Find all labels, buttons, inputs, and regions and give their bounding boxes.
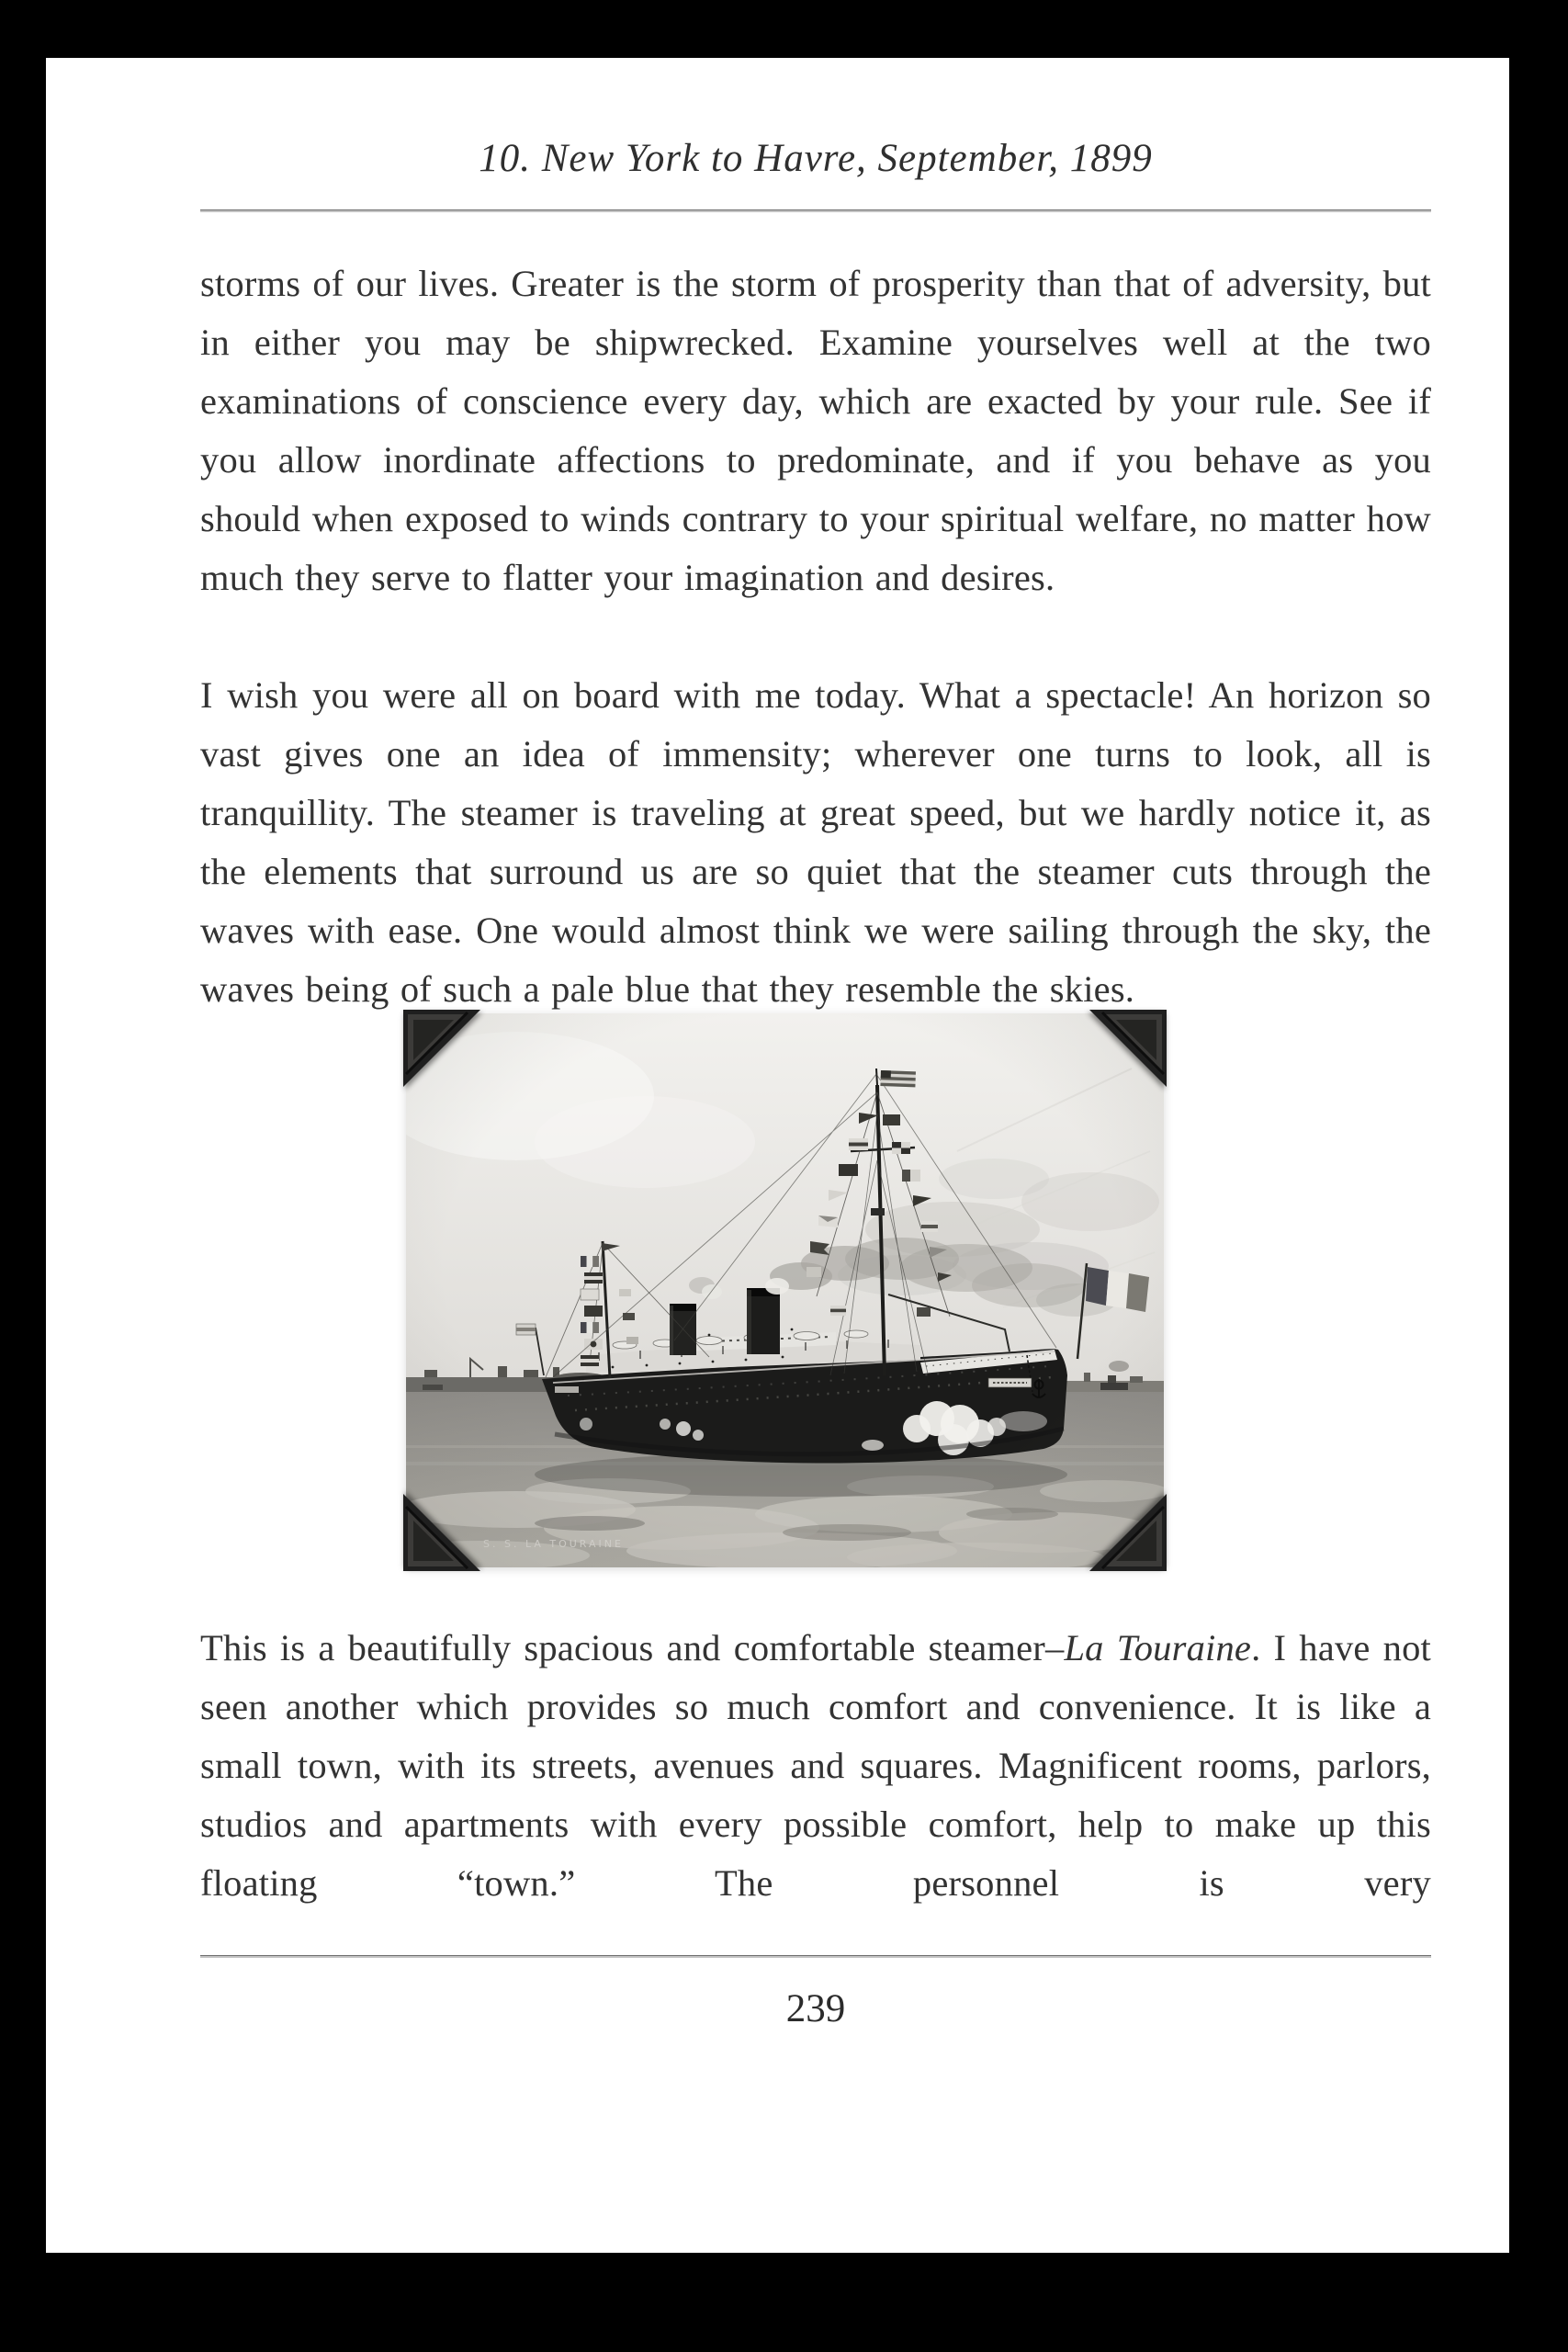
photo-mount-corner-icon [1089, 1010, 1167, 1087]
photo-vignette [406, 1013, 1164, 1567]
footer-rule [200, 1955, 1431, 1958]
text-column [46, 133, 1509, 2035]
header-rule [200, 209, 1431, 212]
body-paragraph: storms of our lives. Greater is the storm of prosperity than that of adversity, but in either you may be shipwrecked. Examine yourselves well at the two examinations of conscience every day, which are exacted by your rule. See if you allow inordinate affections to predominate, and if you behave as you should when exposed to winds contrary to your spiritual welfare, no matter how much they serve to flatter your imagination and desires. [200, 263, 1431, 598]
book-page [46, 58, 1509, 2253]
ship-name-emphasis: La Touraine [1064, 1627, 1252, 1668]
paragraph-text: This is a beautifully spacious and comfortable steamer– [200, 1627, 1065, 1668]
photo-mount-corner-icon [1089, 1494, 1167, 1571]
paragraph-text: . I have not seen another which provides so much comfort and convenience. It is like a small town, with its streets, avenues and squares. Magnificent rooms, parlors, studios and apartments with every possible comfort, help to make up this floating “town.” The personnel is very [200, 1627, 1432, 1904]
body-paragraph [200, 1619, 1431, 1913]
body-paragraph: I wish you were all on board with me today. What a spectacle! An horizon so vast gives one an idea of immensity; wherever one turns to look, all is tranquillity. The steamer is traveling at great speed, but we hardly notice it, as the elements that surround us are so quiet that the steamer cuts through the waves with ease. One would almost think we were sailing through the sky, the waves being of such a pale blue that they resemble the skies. [200, 674, 1431, 1010]
chapter-header-title: 10. New York to Havre, September, 1899 [479, 137, 1153, 180]
steamship-photograph [406, 1013, 1164, 1567]
photo-mount-corner-icon [403, 1494, 480, 1571]
page-number: 239 [785, 1987, 846, 2030]
photo-mount-corner-icon [403, 1010, 480, 1087]
photo-figure [406, 1013, 1164, 1567]
